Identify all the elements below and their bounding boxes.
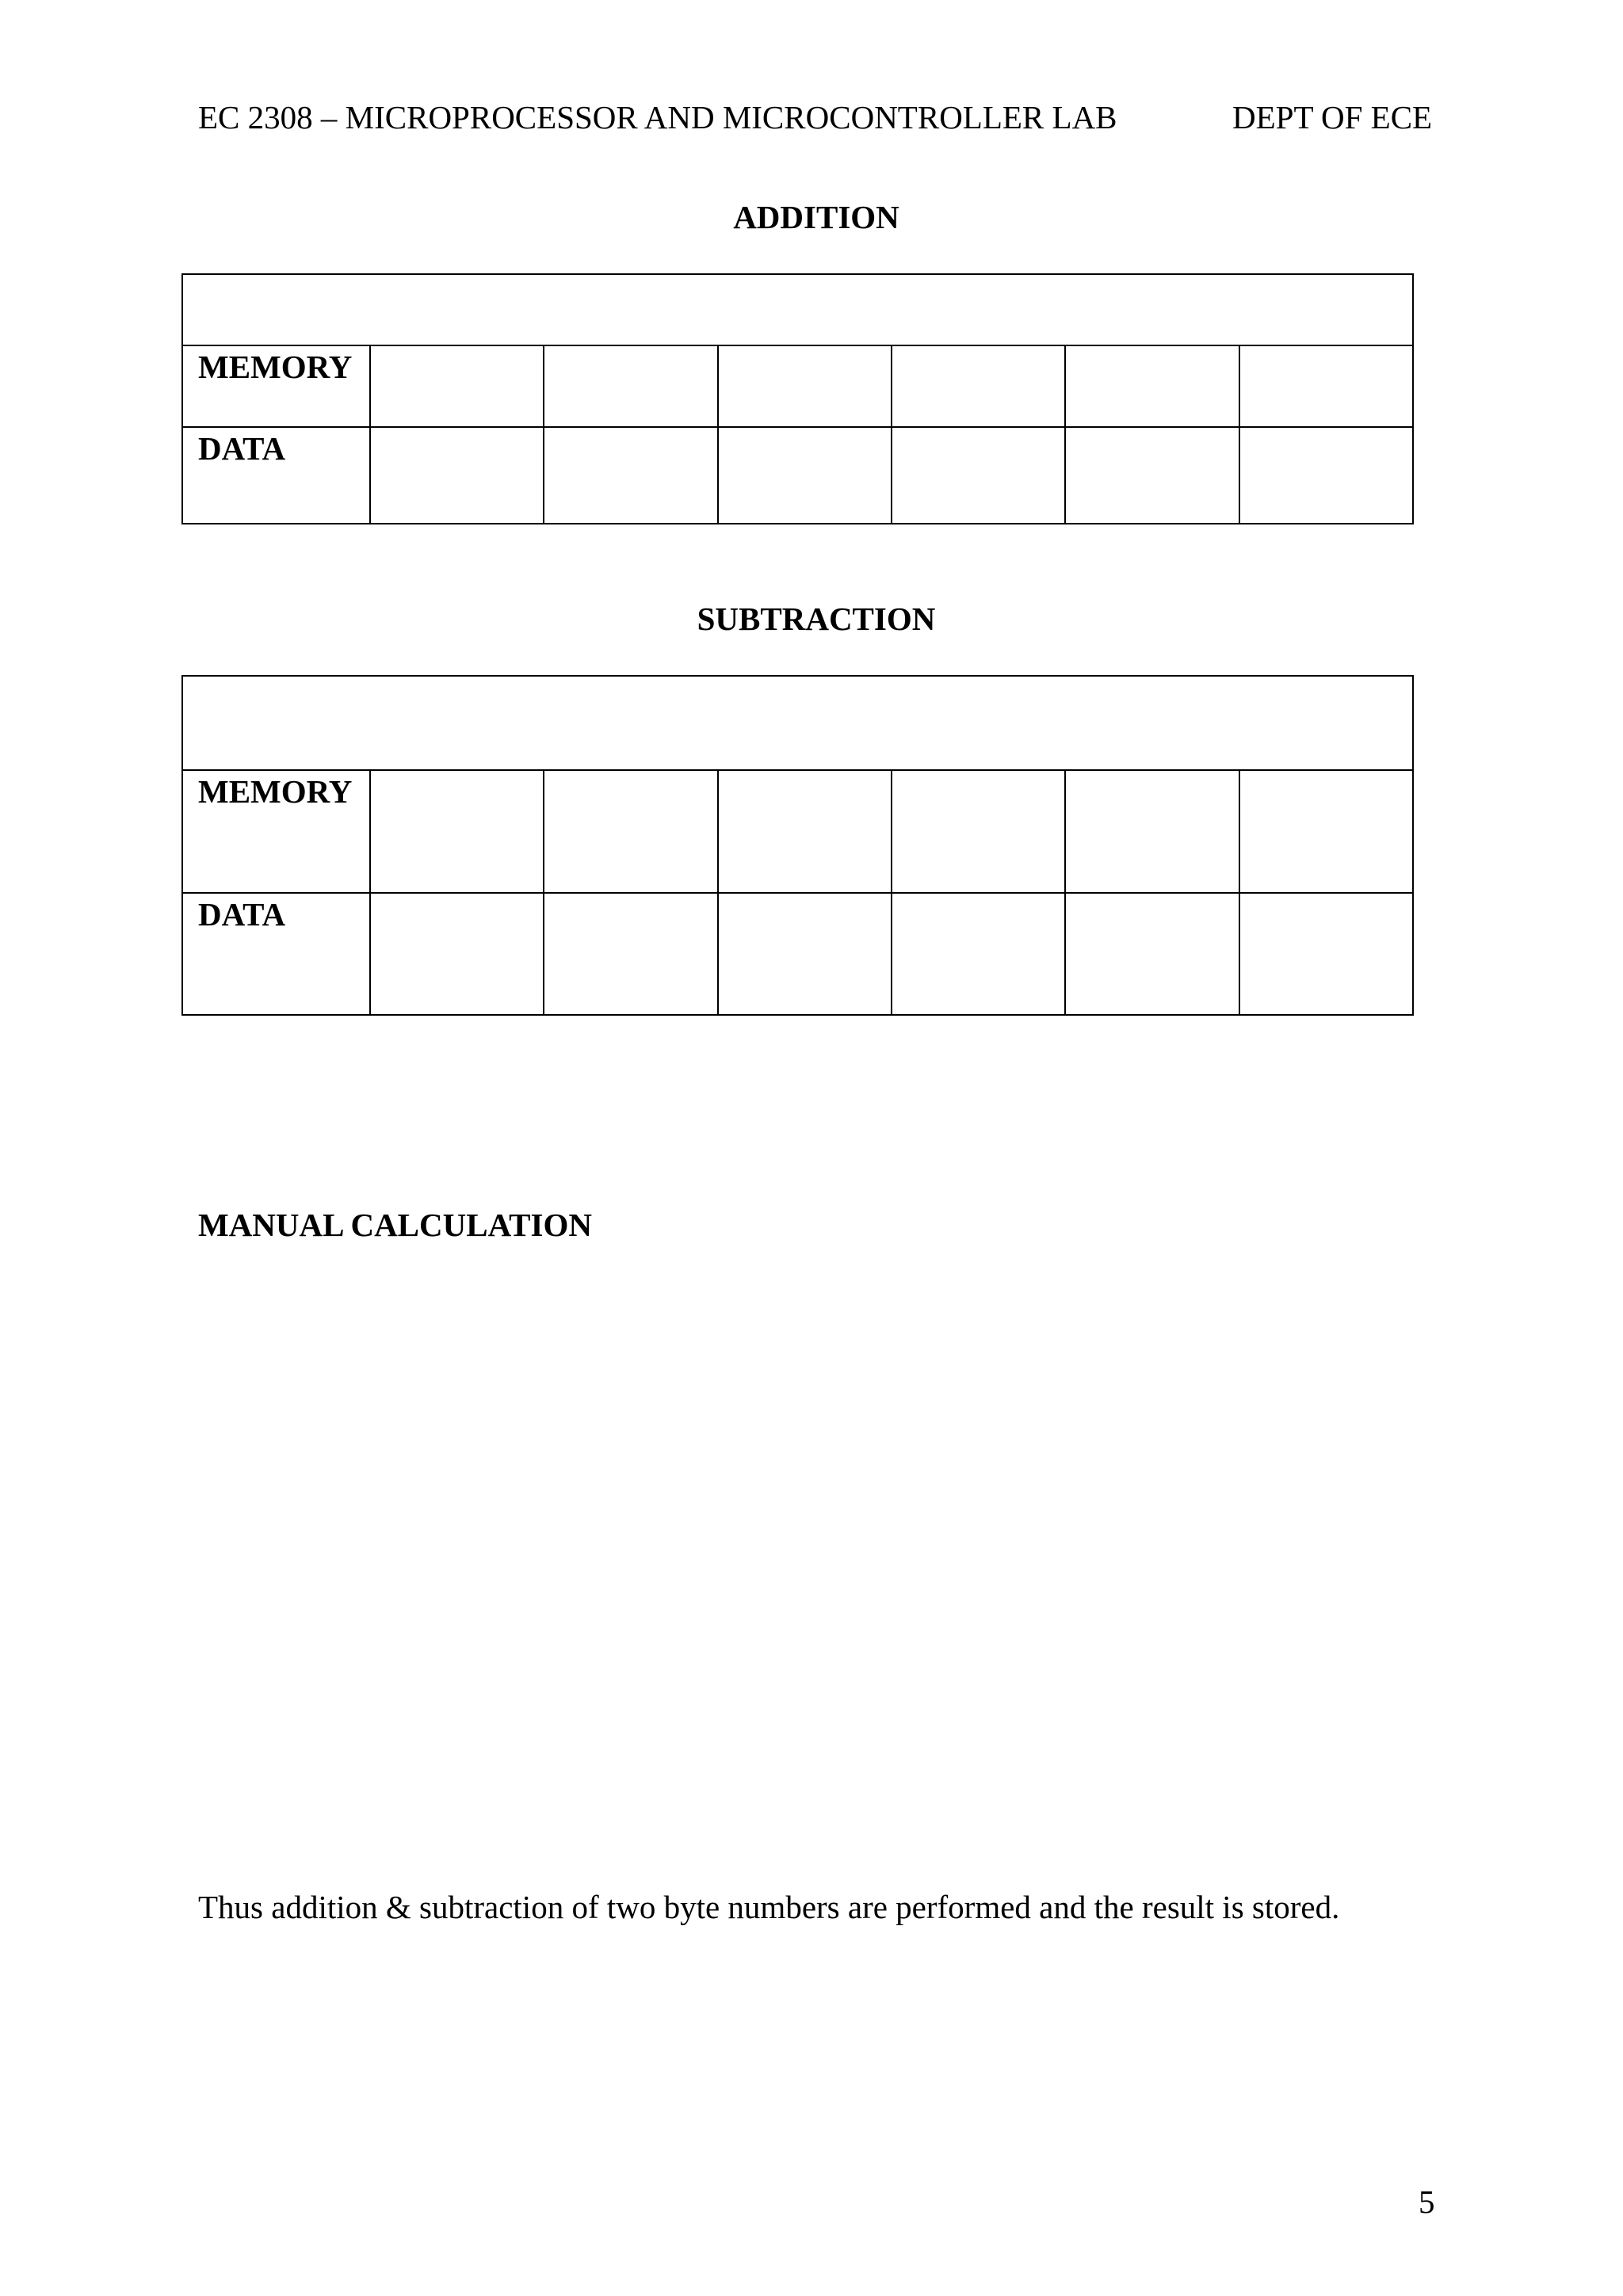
subtraction-table-title-row bbox=[183, 677, 1412, 769]
addition-data-cell bbox=[1064, 428, 1238, 523]
subtraction-data-cell bbox=[543, 894, 716, 1014]
addition-data-cell bbox=[543, 428, 716, 523]
addition-data-cell bbox=[369, 428, 543, 523]
addition-memory-cell bbox=[1239, 346, 1412, 426]
addition-data-cell bbox=[1239, 428, 1412, 523]
subtraction-data-label: DATA bbox=[198, 896, 286, 933]
addition-data-label: DATA bbox=[198, 430, 286, 467]
subtraction-data-row bbox=[183, 892, 1412, 1014]
subtraction-memory-cell bbox=[717, 771, 891, 892]
addition-memory-label: MEMORY bbox=[198, 349, 353, 385]
subtraction-memory-cell bbox=[369, 771, 543, 892]
addition-data-row bbox=[183, 426, 1412, 523]
subtraction-memory-cell bbox=[891, 771, 1064, 892]
manual-calculation-heading: MANUAL CALCULATION bbox=[198, 1207, 592, 1243]
subtraction-data-cell bbox=[891, 894, 1064, 1014]
subtraction-memory-cell bbox=[1239, 771, 1412, 892]
subtraction-title: SUBTRACTION bbox=[697, 601, 936, 637]
addition-title: ADDITION bbox=[733, 199, 899, 235]
subtraction-memory-cell bbox=[543, 771, 716, 892]
addition-table-title-row bbox=[183, 275, 1412, 345]
result-statement: Thus addition & subtraction of two byte numbers are performed and the result is stored. bbox=[198, 1889, 1340, 1925]
page-number: 5 bbox=[1419, 2183, 1435, 2220]
subtraction-memory-label: MEMORY bbox=[198, 773, 353, 810]
addition-memory-cell bbox=[543, 346, 716, 426]
header-course-title: EC 2308 – MICROPROCESSOR AND MICROCONTROLLER LAB bbox=[198, 99, 1117, 135]
addition-memory-cell bbox=[369, 346, 543, 426]
addition-data-cell bbox=[891, 428, 1064, 523]
addition-memory-row bbox=[183, 345, 1412, 426]
subtraction-memory-row bbox=[183, 769, 1412, 892]
header-department: DEPT OF ECE bbox=[1232, 99, 1433, 135]
addition-memory-cell bbox=[1064, 346, 1238, 426]
subtraction-data-cell bbox=[1239, 894, 1412, 1014]
addition-memory-cell bbox=[717, 346, 891, 426]
subtraction-table bbox=[181, 675, 1414, 1016]
subtraction-memory-cell bbox=[1064, 771, 1238, 892]
subtraction-data-cell bbox=[717, 894, 891, 1014]
addition-data-cell bbox=[717, 428, 891, 523]
addition-memory-cell bbox=[891, 346, 1064, 426]
subtraction-data-cell bbox=[369, 894, 543, 1014]
addition-table bbox=[181, 273, 1414, 524]
subtraction-data-cell bbox=[1064, 894, 1238, 1014]
